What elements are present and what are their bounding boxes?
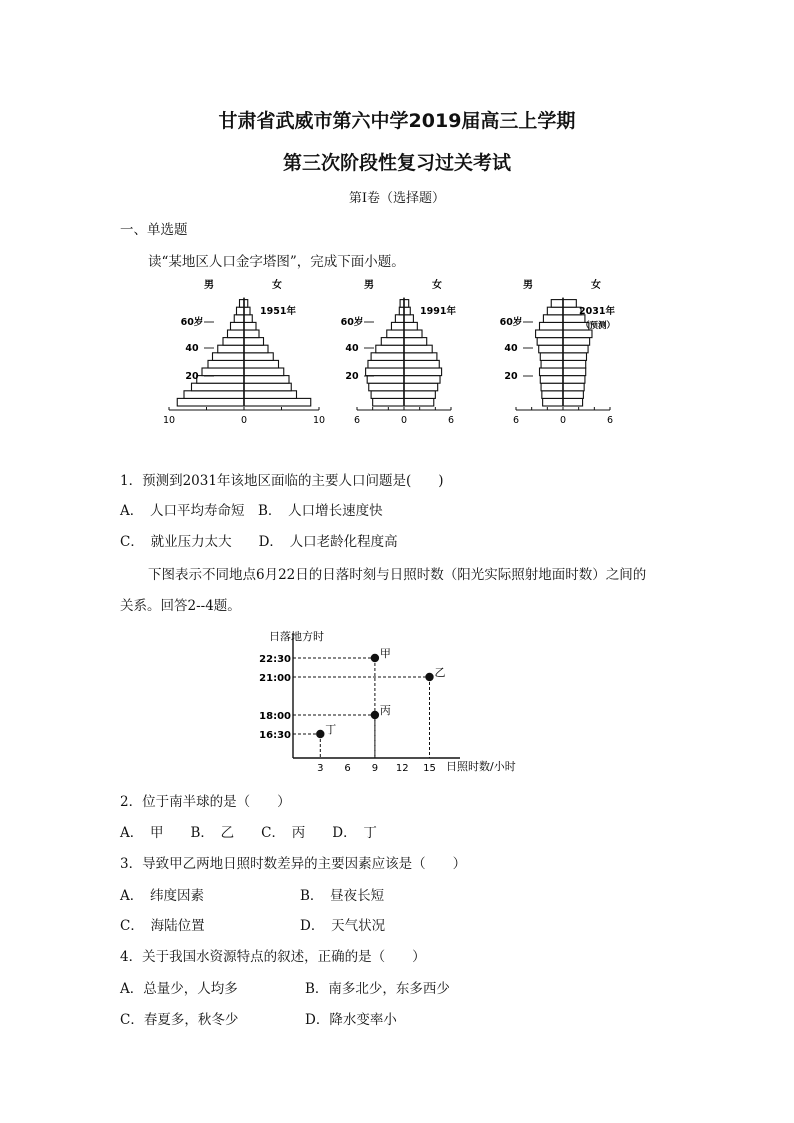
x-tick-label: 6 [447, 415, 455, 426]
question-4-option-b: B．南多北少，东多西少 [305, 981, 450, 997]
age-label: 20 [504, 371, 518, 382]
data-point [425, 673, 433, 681]
x-tick-label: 9 [371, 763, 379, 774]
bar-female [244, 345, 268, 353]
question-3-option-d: D． 天气状况 [300, 918, 386, 934]
bar-female [404, 368, 442, 376]
bar-male [228, 330, 245, 338]
bar-male [367, 376, 404, 384]
bar-female [563, 360, 586, 368]
bar-female [563, 391, 583, 399]
y-tick-label: 22:30 [259, 654, 291, 665]
bar-female [244, 330, 259, 338]
bar-female [563, 345, 588, 353]
intro-pyramid: 读“某地区人口金字塔图”，完成下面小题。 [148, 254, 405, 270]
population-pyramids-figure [150, 272, 630, 432]
bar-female [563, 330, 592, 338]
pyramid-1991 [341, 278, 457, 426]
bar-female [563, 338, 590, 346]
year-label: 1991年 [420, 306, 456, 317]
bar-female [244, 315, 252, 323]
bar-female [404, 322, 417, 330]
bar-male [540, 353, 563, 361]
paper-part: 第I卷（选择题） [348, 191, 446, 206]
bar-female [404, 391, 435, 399]
female-label: 女 [272, 280, 282, 291]
bar-female [244, 307, 250, 315]
question-3-option-a: A． 纬度因素 [120, 888, 204, 904]
bar-male [184, 391, 244, 399]
bar-male [197, 376, 244, 384]
age-label: 60岁 [340, 317, 364, 328]
x-tick-label: 6 [606, 415, 614, 426]
sunset-scatter-chart [255, 625, 555, 785]
bar-male [542, 391, 563, 399]
age-label: 40 [345, 343, 359, 354]
age-label: 60岁 [499, 317, 523, 328]
bar-male [540, 376, 563, 384]
bar-male [366, 368, 404, 376]
bar-male [541, 360, 563, 368]
x-tick-label: 6 [512, 415, 520, 426]
bar-female [244, 391, 297, 399]
question-3-option-c: C． 海陆位置 [120, 918, 205, 934]
x-tick-label: 6 [344, 763, 351, 774]
bar-female [404, 353, 437, 361]
bar-female [563, 353, 587, 361]
point-label: 丁 [325, 723, 337, 736]
bar-male [540, 368, 564, 376]
bar-male [376, 345, 404, 353]
bar-male [395, 315, 404, 323]
point-label: 乙 [434, 666, 446, 679]
y-axis-title: 日落地方时 [269, 630, 324, 643]
bar-female [563, 300, 576, 308]
x-tick-label: 12 [395, 763, 409, 774]
forecast-note: （预测） [581, 321, 616, 331]
question-4-option-c: C．春夏多，秋冬少 [120, 1012, 239, 1028]
age-label: 60岁 [180, 317, 204, 328]
x-tick-label: 0 [240, 415, 248, 426]
x-tick-label: 10 [312, 415, 326, 426]
bar-female [563, 383, 584, 391]
bar-male [369, 383, 404, 391]
bar-female [404, 338, 427, 346]
data-point [371, 711, 379, 719]
question-4-option-a: A．总量少，人均多 [120, 981, 238, 997]
year-label: 2031年 [579, 306, 615, 317]
bar-male [539, 345, 563, 353]
bar-male [537, 338, 563, 346]
page-title: 甘肃省武威市第六中学2019届高三上学期 [218, 110, 576, 132]
intro-sunset-2: 关系。回答2--4题。 [120, 598, 241, 614]
y-tick-label: 16:30 [259, 730, 291, 741]
bar-female [244, 360, 279, 368]
y-tick-label: 21:00 [259, 673, 291, 684]
bar-male [192, 383, 245, 391]
bar-male [543, 315, 563, 323]
bar-male [231, 322, 245, 330]
question-1-options-cd: C． 就业压力太大 D． 人口老龄化程度高 [120, 534, 398, 550]
point-label: 丙 [379, 704, 391, 717]
bar-male [368, 360, 404, 368]
bar-male [536, 330, 563, 338]
bar-female [244, 383, 291, 391]
male-label: 男 [364, 280, 374, 291]
bar-female [563, 398, 583, 406]
data-point [316, 730, 324, 738]
female-label: 女 [591, 280, 601, 291]
x-tick-label: 15 [423, 763, 436, 774]
bar-male [234, 315, 244, 323]
bar-female [404, 398, 434, 406]
bar-male [391, 322, 404, 330]
bar-female [404, 315, 413, 323]
bar-male [237, 307, 245, 315]
bar-male [540, 322, 564, 330]
bar-male [208, 360, 244, 368]
age-label: 20 [185, 371, 199, 382]
age-label: 40 [185, 343, 199, 354]
question-3: 3．导致甲乙两地日照时数差异的主要因素应该是（ ） [120, 856, 467, 872]
bar-female [244, 353, 273, 361]
question-1: 1．预测到2031年该地区面临的主要人口问题是( ) [120, 473, 444, 489]
bar-male [547, 307, 563, 315]
age-label: 20 [345, 371, 359, 382]
age-label: 40 [504, 343, 518, 354]
y-tick-label: 18:00 [259, 711, 291, 722]
bar-female [404, 383, 438, 391]
female-label: 女 [432, 280, 442, 291]
bar-female [244, 338, 264, 346]
question-3-option-b: B． 昼夜长短 [300, 888, 385, 904]
point-label: 甲 [379, 647, 391, 660]
x-tick-label: 3 [317, 763, 324, 774]
question-1-options-ab: A． 人口平均寿命短 B． 人口增长速度快 [120, 503, 383, 519]
bar-male [371, 353, 404, 361]
bar-female [244, 368, 284, 376]
question-4-option-d: D．降水变率小 [305, 1012, 397, 1028]
x-tick-label: 0 [400, 415, 408, 426]
bar-female [404, 360, 439, 368]
pyramid-2031 [500, 278, 616, 426]
bar-female [244, 322, 256, 330]
bar-male [371, 391, 404, 399]
data-point [371, 654, 379, 662]
bar-male [381, 338, 404, 346]
year-label: 1951年 [260, 306, 296, 317]
bar-female [404, 330, 422, 338]
bar-male [551, 300, 563, 308]
bar-male [202, 368, 244, 376]
x-axis-title: 日照时数/小时 [446, 760, 516, 773]
bar-male [218, 345, 244, 353]
bar-male [541, 383, 563, 391]
x-tick-label: 10 [162, 415, 176, 426]
intro-sunset: 下图表示不同地点6月22日的日落时刻与日照时数（阳光实际照射地面时数）之间的 [148, 567, 647, 583]
pyramid-1951 [163, 278, 325, 426]
page-subtitle: 第三次阶段性复习过关考试 [282, 152, 511, 174]
bar-male [543, 398, 563, 406]
bar-male [213, 353, 245, 361]
bar-female [563, 368, 586, 376]
question-4: 4．关于我国水资源特点的叙述，正确的是（ ） [120, 949, 426, 965]
question-2-options: A． 甲 B． 乙 C． 丙 D． 丁 [120, 825, 377, 841]
bar-female [404, 307, 410, 315]
male-label: 男 [523, 280, 533, 291]
bar-female [404, 376, 440, 384]
bar-female [244, 376, 289, 384]
x-tick-label: 6 [353, 415, 361, 426]
male-label: 男 [204, 280, 214, 291]
bar-female [563, 376, 585, 384]
bar-male [177, 398, 244, 406]
question-2: 2．位于南半球的是（ ） [120, 794, 291, 810]
bar-male [373, 398, 404, 406]
bar-female [244, 398, 311, 406]
bar-male [387, 330, 404, 338]
x-tick-label: 0 [559, 415, 567, 426]
section-label: 一、单选题 [120, 222, 188, 238]
bar-female [404, 345, 432, 353]
bar-male [223, 338, 244, 346]
